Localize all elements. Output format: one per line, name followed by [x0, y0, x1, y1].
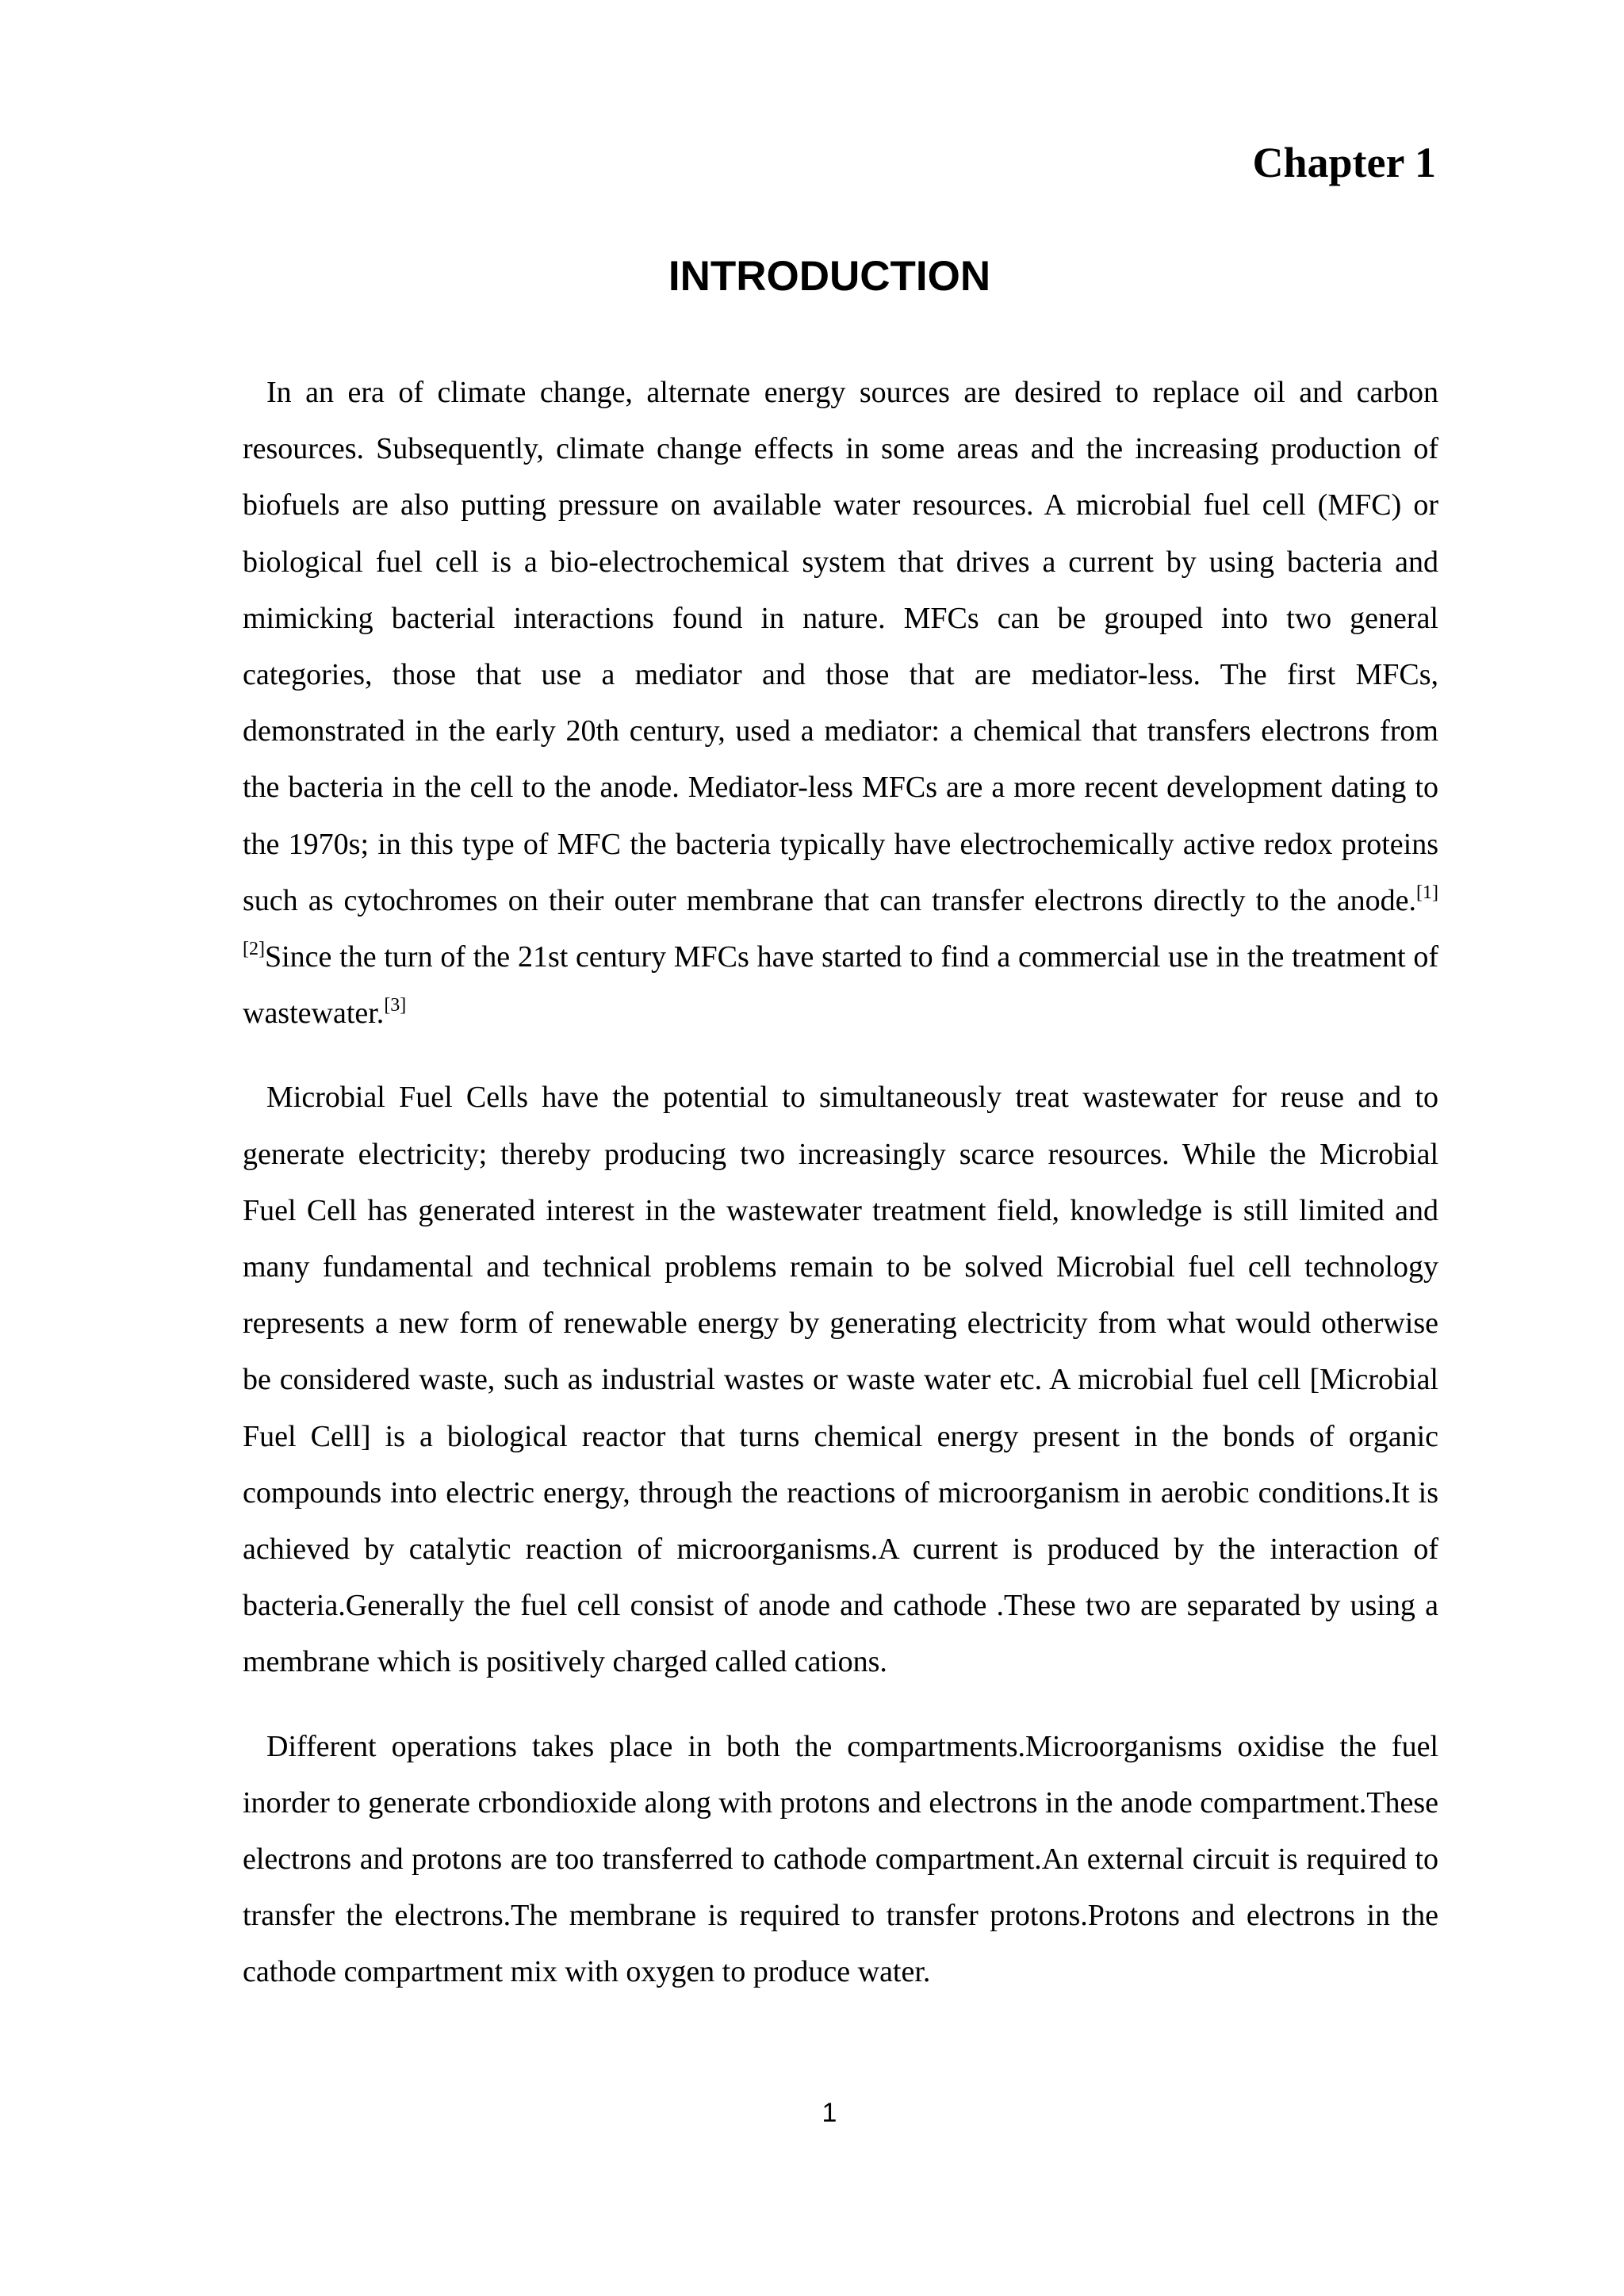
- paragraph-1: [243, 365, 1438, 1042]
- paragraph-1-text-part-1: In an era of climate change, alternate energy sources are desired to replace oil and carbon resources. Subsequently, climate change effects in some areas and the increasing production of biofuels are also putting pressure on available water resources. A microbial fuel cell (MFC) or biological fuel cell is a bio-electrochemical system that drives a current by using bacteria and mimicking bacterial interactions found in nature. MFCs can be grouped into two general categories, those that use a mediator and those that are mediator-less. The first MFCs, demonstrated in the early 20th century, used a mediator: a chemical that transfers electrons from the bacteria in the cell to the anode. Mediator-less MFCs are a more recent development dating to the 1970s; in this type of MFC the bacteria typically have electrochemically active redox proteins such as cytochromes on their outer membrane that can transfer electrons directly to the anode.: [243, 376, 1438, 917]
- paragraph-2: Microbial Fuel Cells have the potential to simultaneously treat wastewater for reuse and to generate electricity; thereby producing two increasingly scarce resources. While the Microbial Fuel Cell has generated interest in the wastewater treatment field, knowledge is still limited and many fundamental and technical problems remain to be solved Microbial fuel cell technology represents a new form of renewable energy by generating electricity from what would otherwise be considered waste, such as industrial wastes or waste water etc. A microbial fuel cell [Microbial Fuel Cell] is a biological reactor that turns chemical energy present in the bonds of organic compounds into electric energy, through the reactions of microorganism in aerobic conditions.It is achieved by catalytic reaction of microorganisms.A current is produced by the interaction of bacteria.Generally the fuel cell consist of anode and cathode .These two are separated by using a membrane which is positively charged called cations.: [243, 1081, 1438, 1679]
- citation-1-2: [1][2]: [243, 882, 1438, 960]
- chapter-label: Chapter 1: [1252, 139, 1436, 186]
- paragraph-1-text-part-2: Since the turn of the 21st century MFCs have started to find a commercial use in the treatment of wastewater.: [243, 940, 1438, 1031]
- page-number: 1: [822, 2098, 837, 2128]
- body-text: [243, 365, 1438, 2001]
- chapter-heading: INTRODUCTION: [668, 253, 991, 300]
- citation-3: [3]: [384, 995, 407, 1016]
- paragraph-3: Different operations takes place in both the compartments.Microorganisms oxidise the fuel inorder to generate crbondioxide along with protons and electrons in the anode compartment.These electrons and protons are too transferred to cathode compartment.An external circuit is required to transfer the electrons.The membrane is required to transfer protons.Protons and electrons in the cathode compartment mix with oxygen to produce water.: [243, 1729, 1438, 1989]
